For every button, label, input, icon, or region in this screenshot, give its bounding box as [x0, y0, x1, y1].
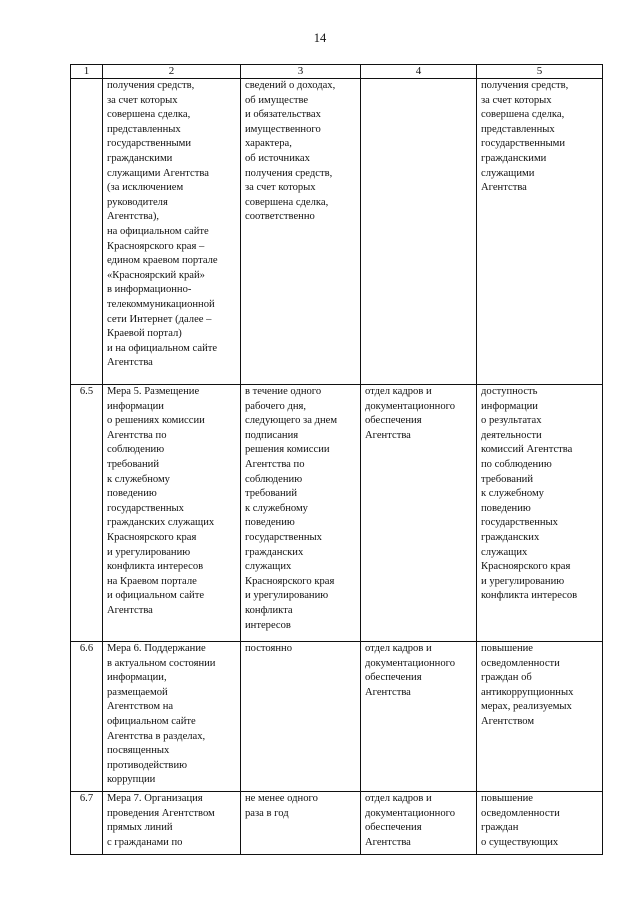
header-col-5: 5 — [477, 65, 603, 79]
measures-table — [70, 64, 603, 855]
table-row — [71, 642, 603, 792]
responsible-cell: отдел кадров и документационного обеспечения Агентства — [361, 385, 477, 642]
measure-cell: Мера 6. Поддержание в актуальном состоянии информации, размещаемой Агентством на официальном сайте Агентства в разделах, посвященных противодействию коррупции — [103, 642, 241, 792]
deadline-cell: постоянно — [241, 642, 361, 792]
header-col-4: 4 — [361, 65, 477, 79]
page-number: 14 — [313, 31, 327, 45]
row-number: 6.5 — [71, 385, 103, 642]
row-number — [71, 79, 103, 385]
result-cell: повышение осведомленности граждан об антикоррупционных мерах, реализуемых Агентством — [477, 642, 603, 792]
measure-cell: Мера 7. Организация проведения Агентством прямых линий с гражданами по — [103, 792, 241, 855]
result-cell: доступность информации о результатах деятельности комиссий Агентства по соблюдению требований к служебному поведению государственных гражданских служащих Красноярского края и урегулированию конфликта интересов — [477, 385, 603, 642]
result-cell: повышение осведомленности граждан о существующих — [477, 792, 603, 855]
header-col-1: 1 — [71, 65, 103, 79]
responsible-cell: отдел кадров и документационного обеспечения Агентства — [361, 642, 477, 792]
responsible-cell — [361, 79, 477, 385]
deadline-cell: в течение одного рабочего дня, следующего за днем подписания решения комиссии Агентства по соблюдению требований к служебному поведению государственных гражданских служащих Красноярского края и урегулированию конфликта интересов — [241, 385, 361, 642]
table-row — [71, 79, 603, 385]
measure-cell: Мера 5. Размещение информации о решениях комиссии Агентства по соблюдению требований к служебному поведению государственных гражданских служащих Красноярского края и урегулированию конфликта интересов на Краевом портале и официальном сайте Агентства — [103, 385, 241, 642]
header-col-2: 2 — [103, 65, 241, 79]
result-cell: получения средств, за счет которых совершена сделка, представленных государственными гражданскими служащими Агентства — [477, 79, 603, 385]
measure-cell: получения средств, за счет которых совершена сделка, представленных государственными гражданскими служащими Агентства (за исключением руководителя Агентства), на официальном сайте Красноярского края – едином краевом портале «Красноярский край» в информационно- телекоммуникационной сети Интернет (далее – Краевой портал) и на официальном сайте Агентства — [103, 79, 241, 385]
deadline-cell: не менее одного раза в год — [241, 792, 361, 855]
table-header-row — [71, 65, 603, 79]
row-number: 6.7 — [71, 792, 103, 855]
table-row — [71, 385, 603, 642]
responsible-cell: отдел кадров и документационного обеспечения Агентства — [361, 792, 477, 855]
table-row — [71, 792, 603, 855]
row-number: 6.6 — [71, 642, 103, 792]
deadline-cell: сведений о доходах, об имуществе и обязательствах имущественного характера, об источниках получения средств, за счет которых совершена сделка, соответственно — [241, 79, 361, 385]
header-col-3: 3 — [241, 65, 361, 79]
